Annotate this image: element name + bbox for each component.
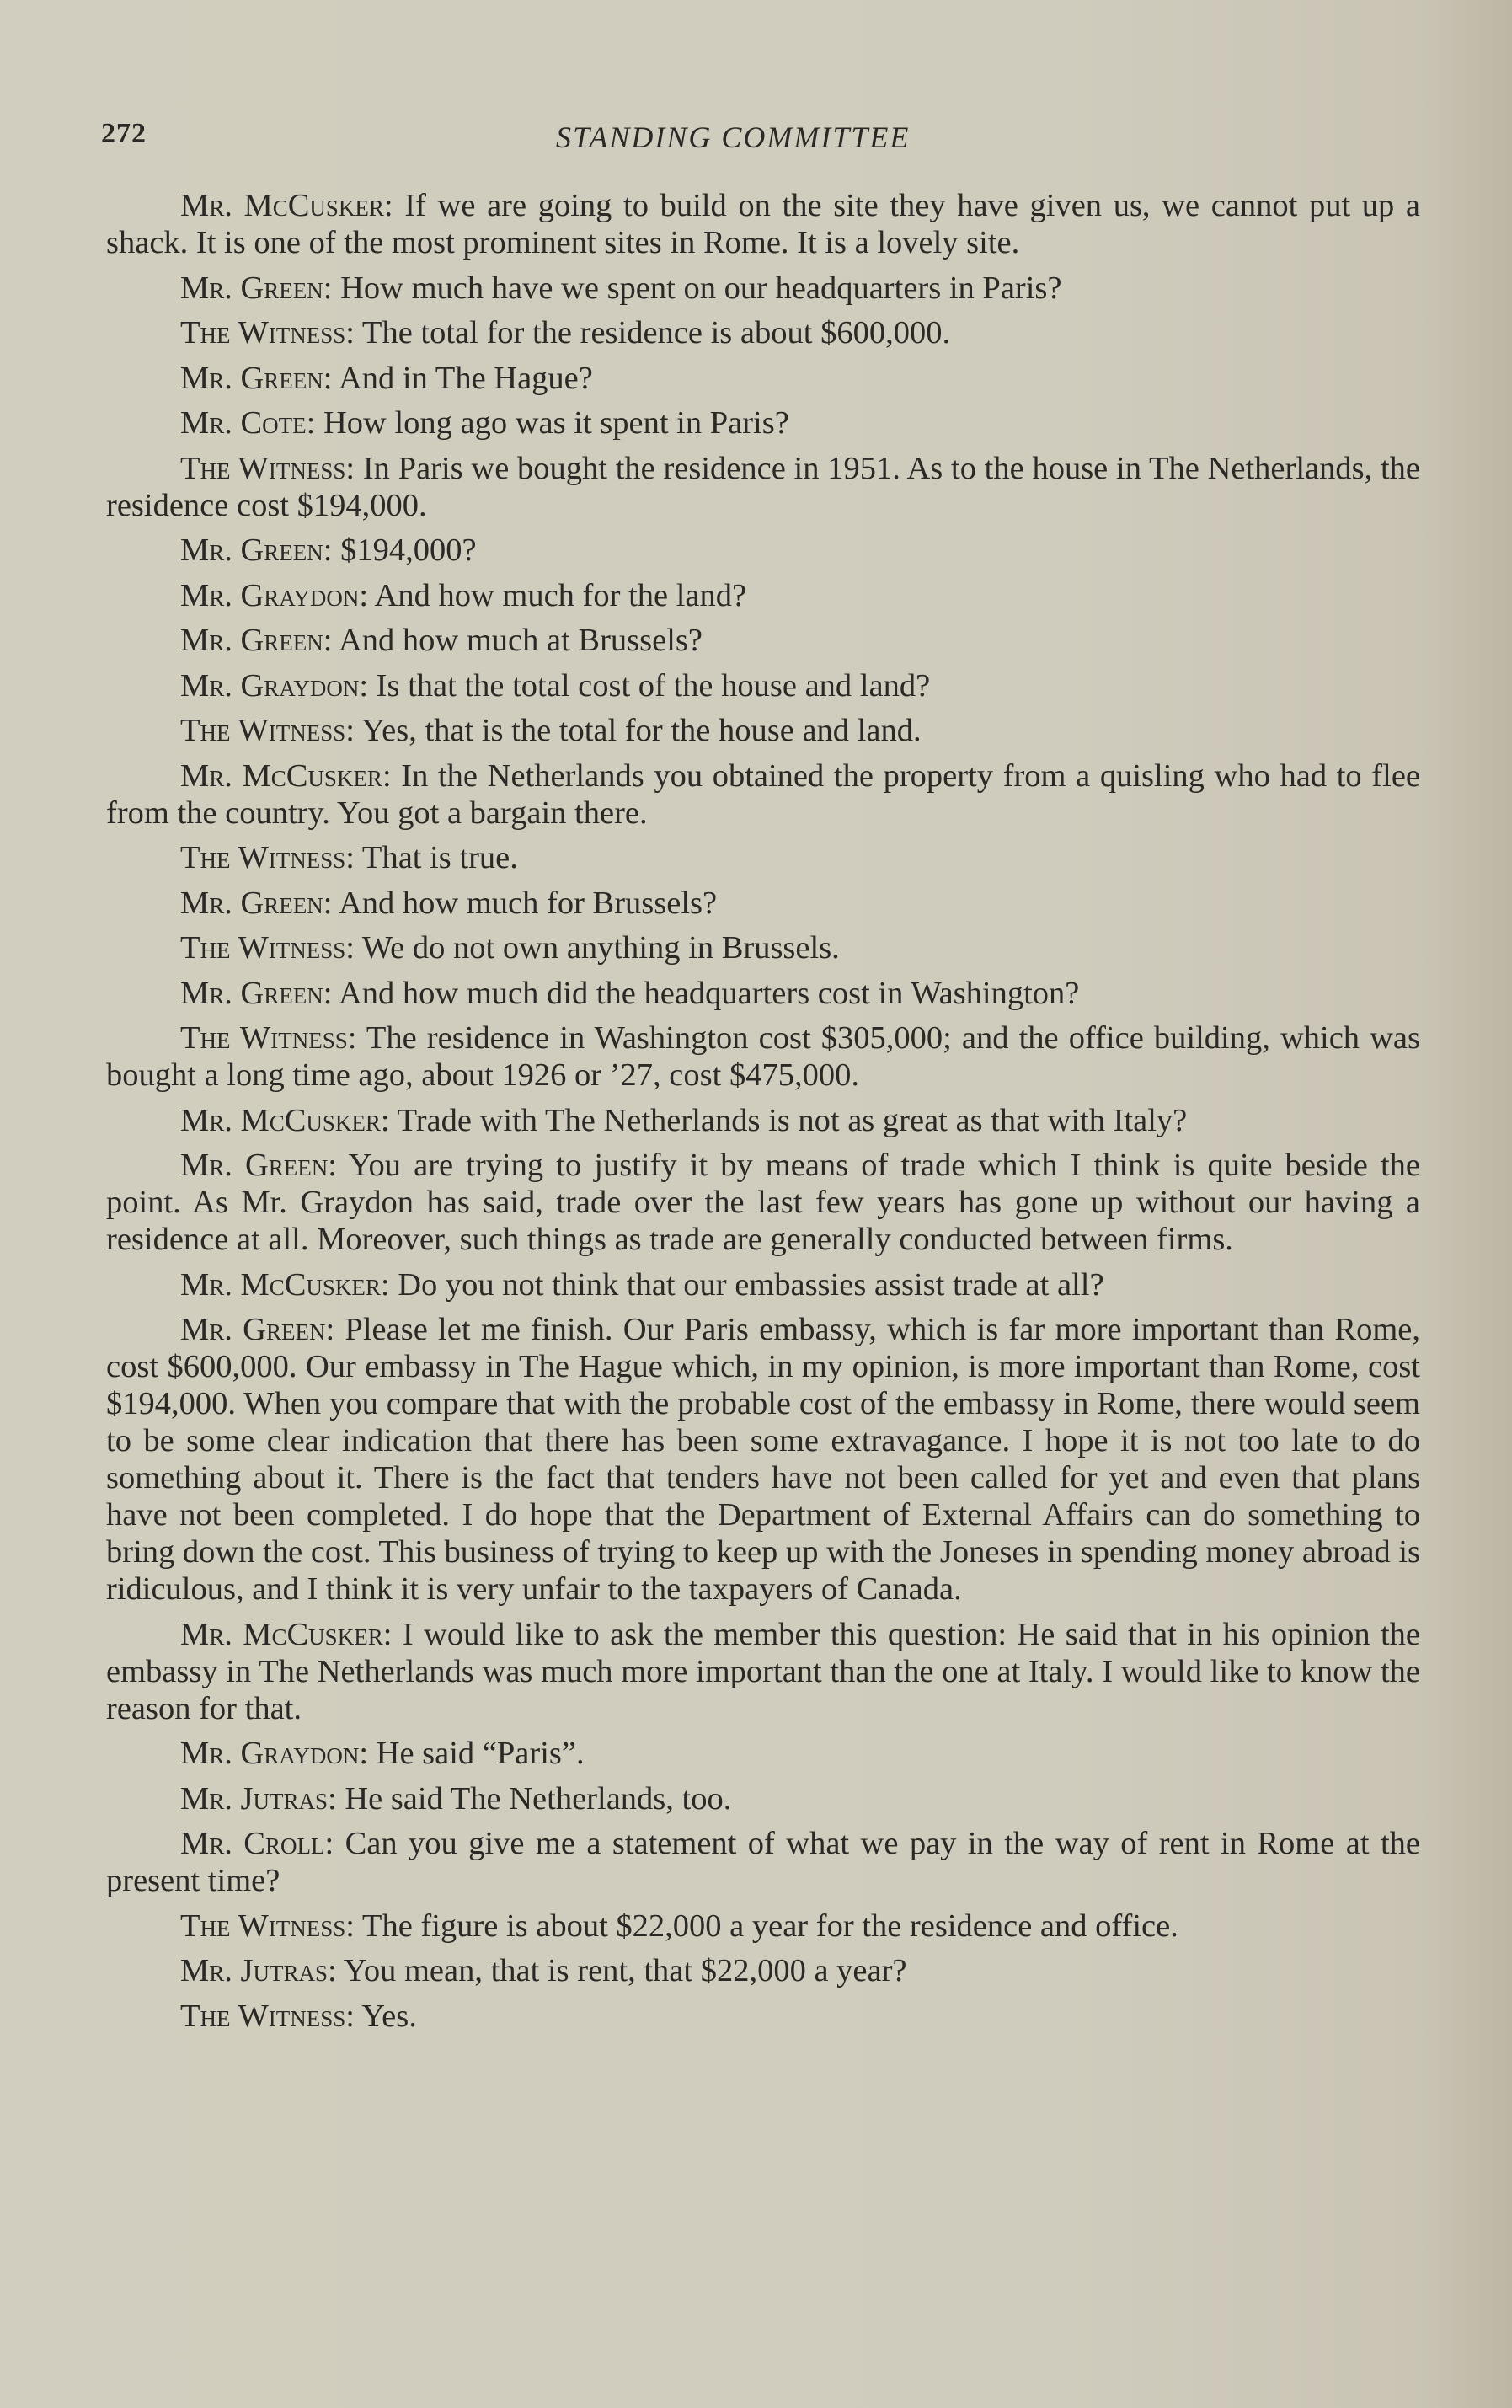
speaker-name: The Witness:: [180, 1908, 355, 1944]
transcript-paragraph: [106, 975, 1420, 1012]
transcript-paragraph: [106, 314, 1420, 351]
speech-text: Trade with The Netherlands is not as great as that with Italy?: [397, 1102, 1188, 1138]
speaker-name: Mr. McCusker:: [180, 188, 393, 223]
transcript-paragraph: [106, 885, 1420, 922]
speech-text: In the Netherlands you obtained the property from a quisling who had to flee from the country. You got a bargain there.: [106, 757, 1420, 831]
transcript-paragraph: [106, 187, 1420, 261]
speaker-name: The Witness:: [180, 1020, 357, 1056]
speaker-name: Mr. McCusker:: [180, 1616, 393, 1652]
speech-text: And how much at Brussels?: [339, 623, 703, 658]
transcript-paragraph: [106, 757, 1420, 832]
speaker-name: Mr. Graydon:: [180, 1736, 369, 1771]
speaker-name: Mr. Green:: [180, 1312, 335, 1347]
transcript-paragraph: [106, 1311, 1420, 1608]
transcript-paragraph: [106, 1019, 1420, 1094]
speaker-name: Mr. Cote:: [180, 405, 316, 441]
page-header: [101, 118, 1415, 160]
transcript-paragraph: [106, 1735, 1420, 1772]
transcript-paragraph: [106, 1825, 1420, 1899]
speech-text: Can you give me a statement of what we pay in the way of rent in Rome at the present time?: [106, 1826, 1420, 1898]
speech-text: And how much did the headquarters cost in Washington?: [339, 975, 1080, 1011]
speaker-name: Mr. Green:: [180, 885, 333, 921]
transcript-paragraph: [106, 1780, 1420, 1817]
speech-text: How long ago was it spent in Paris?: [323, 405, 789, 441]
speaker-name: Mr. Green:: [180, 270, 333, 306]
transcript-paragraph: [106, 1998, 1420, 2035]
running-title: STANDING COMMITTEE: [556, 120, 911, 154]
speech-text: The residence in Washington cost $305,000; and the office building, which was bought a long time ago, about 1926 or ’27, cost $475,000.: [106, 1020, 1420, 1093]
speech-text: Please let me finish. Our Paris embassy, which is far more important than Rome, cost $600,000. Our embassy in The Hague which, in my opinion, is more important than Rome, cost $194,000. When you compare that with the probable cost of the embassy in Rome, there would seem to be some clear indication that there has been some extravagance. I hope it is not too late to do something about it. There is the fact that tenders have not been called for yet and even that plans have not been completed. I do hope that the Department of External Affairs can do something to bring down the cost. This business of trying to keep up with the Joneses in spending money abroad is ridiculous, and I think it is very unfair to the taxpayers of Canada.: [106, 1312, 1421, 1607]
speaker-name: Mr. McCusker:: [180, 757, 392, 794]
speaker-name: Mr. Green:: [180, 532, 333, 568]
speaker-name: Mr. Green:: [180, 360, 333, 396]
speaker-name: Mr. Green:: [180, 975, 333, 1011]
speech-text: We do not own anything in Brussels.: [361, 930, 840, 966]
transcript-paragraph: [106, 712, 1420, 749]
speech-text: And in The Hague?: [339, 360, 593, 396]
speech-text: That is true.: [361, 840, 518, 875]
speech-text: If we are going to build on the site they have given us, we cannot put up a shack. It is one of the most prominent sites in Rome. It is a lovely site.: [106, 188, 1421, 260]
speaker-name: Mr. Green:: [180, 1148, 337, 1183]
transcript-paragraph: [106, 360, 1420, 397]
transcript-body: [106, 187, 1420, 2042]
speaker-name: Mr. McCusker:: [180, 1102, 390, 1138]
speaker-name: Mr. Green:: [180, 623, 333, 658]
transcript-paragraph: [106, 1102, 1420, 1139]
transcript-paragraph: [106, 577, 1420, 614]
transcript-paragraph: [106, 270, 1420, 307]
speech-text: The total for the residence is about $600,000.: [361, 315, 951, 350]
speaker-name: The Witness:: [180, 713, 355, 748]
speaker-name: Mr. Croll:: [180, 1826, 334, 1861]
transcript-paragraph: [106, 1908, 1420, 1945]
transcript-paragraph: [106, 1266, 1420, 1303]
speaker-name: Mr. Graydon:: [180, 577, 369, 613]
speech-text: Is that the total cost of the house and land?: [376, 667, 931, 704]
transcript-paragraph: [106, 532, 1420, 569]
transcript-paragraph: [106, 929, 1420, 966]
transcript-paragraph: [106, 1952, 1420, 1989]
speech-text: The figure is about $22,000 a year for the residence and office.: [361, 1908, 1178, 1944]
speech-text: And how much for Brussels?: [339, 885, 718, 921]
speaker-name: The Witness:: [180, 840, 355, 875]
speech-text: $194,000?: [340, 532, 477, 568]
speaker-name: The Witness:: [180, 1998, 355, 2034]
transcript-paragraph: [106, 1147, 1420, 1258]
speech-text: I would like to ask the member this question: He said that in his opinion the embassy in The Netherlands was much more important than the one at Italy. I would like to know the reason for that.: [106, 1616, 1421, 1726]
speech-text: Yes.: [361, 1998, 417, 2034]
speech-text: How much have we spent on our headquarters in Paris?: [340, 270, 1062, 306]
speech-text: You mean, that is rent, that $22,000 a year?: [343, 1953, 907, 1988]
page-number: 272: [101, 118, 147, 149]
speech-text: He said “Paris”.: [376, 1736, 585, 1771]
speaker-name: Mr. McCusker:: [180, 1266, 390, 1303]
speech-text: In Paris we bought the residence in 1951. As to the house in The Netherlands, the residence cost $194,000.: [106, 450, 1420, 523]
transcript-paragraph: [106, 404, 1420, 441]
speaker-name: Mr. Jutras:: [180, 1780, 337, 1817]
speaker-name: Mr. Jutras:: [180, 1953, 337, 1988]
speech-text: You are trying to justify it by means of trade which I think is quite beside the point. As Mr. Graydon has said, trade over the last few years has gone up without our having a residence at all. Moreover, such things as trade are generally conducted between firms.: [106, 1148, 1421, 1257]
transcript-paragraph: [106, 450, 1420, 524]
transcript-paragraph: [106, 1616, 1420, 1727]
speaker-name: The Witness:: [180, 930, 355, 966]
speaker-name: Mr. Graydon:: [180, 667, 369, 704]
speech-text: And how much for the land?: [374, 577, 747, 613]
speech-text: Yes, that is the total for the house and land.: [361, 713, 922, 748]
speaker-name: The Witness:: [180, 315, 355, 350]
transcript-paragraph: [106, 839, 1420, 876]
speaker-name: The Witness:: [180, 450, 355, 486]
speech-text: He said The Netherlands, too.: [345, 1780, 732, 1817]
speech-text: Do you not think that our embassies assist trade at all?: [398, 1266, 1104, 1303]
transcript-paragraph: [106, 622, 1420, 659]
transcript-paragraph: [106, 667, 1420, 704]
